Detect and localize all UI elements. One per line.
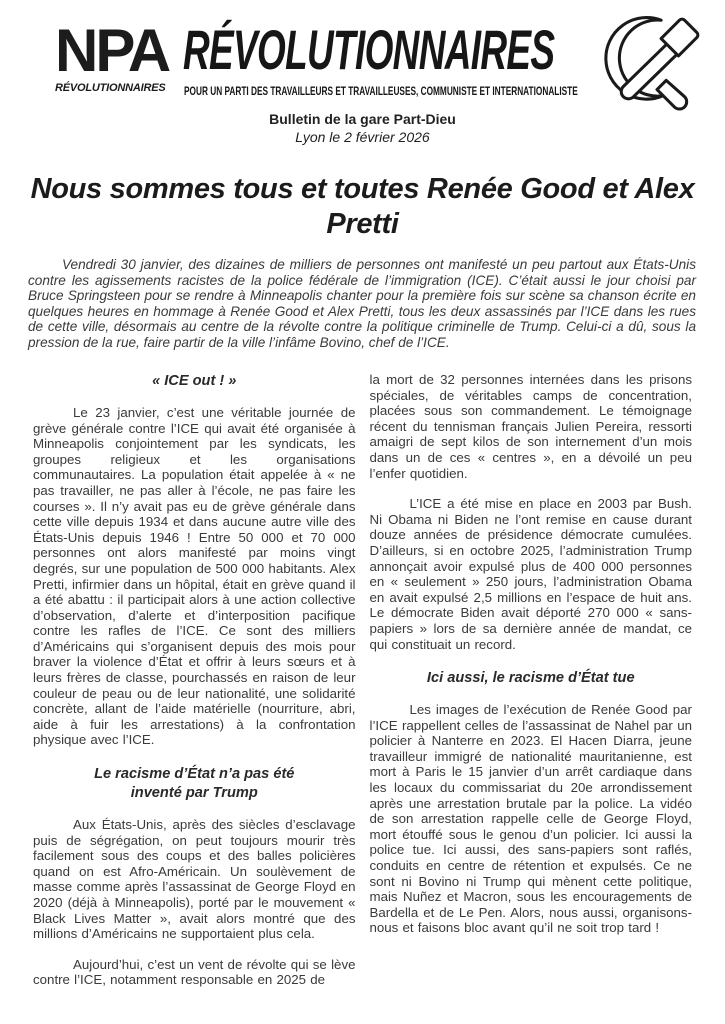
right-column bbox=[370, 372, 693, 988]
left-column bbox=[33, 372, 356, 988]
paragraph: Les images de l’exécution de Renée Good par l’ICE rappellent celles de l’assassinat de Nahel par un policier à Nanterre en 2023. El Hacen Diarra, jeune travailleur immigré de nationalité mauritanienne, est mort à Paris le 15 janvier d’un arrêt cardiaque dans les locaux du commissariat du 20e arrondissement après une arrestation brutale par la police. La vidéo de son arrestation rappelle celle de George Floyd, mort étouffé sous le genou d’un policier. Ici aussi la police tue. Ici aussi, des sans-papiers sont raflés, conduits en centre de rétention et expulsés. Ce ne sont ni Bovino ni Trump qui mènent cette politique, mais Nuñez et Macron, sous les encouragements de Bardella et de Le Pen. Alors, nous aussi, organisons-nous et faisons bloc avant qu’il ne soit trop tard ! bbox=[369, 702, 692, 936]
npa-logo bbox=[55, 17, 180, 94]
headline: Nous sommes tous et toutes Renée Good et Alex Pretti bbox=[30, 173, 695, 240]
bulletin-title: Bulletin de la gare Part-Dieu bbox=[269, 111, 456, 127]
paragraph: Aujourd’hui, c’est un vent de révolte qui se lève contre l’ICE, notamment responsable en 2025 de bbox=[33, 956, 356, 988]
paragraph-continuation: la mort de 32 personnes internées dans les prisons spéciales, de véritables camps de concentration, placées sous son commandement. Le témoignage récent du tennisman français Julien Pereira, ressorti amaigri de sept kilos de son internement d’un mois dans un de ces « centres », en a dévoilé un peu l’enfer quotidien. bbox=[369, 372, 692, 481]
paragraph: Aux États-Unis, après des siècles d’esclavage puis de ségrégation, on peut toujours mourir très facilement sous des coups et des balles policières quand on est Afro-Américain. Un soulèvement de masse comme après l’assassinat de George Floyd en 2020 (déjà à Minneapolis), porté par le mouvement « Black Lives Matter », avait alors montré que des millions d’Américains ne supportaient plus cela. bbox=[33, 816, 356, 942]
hammer-and-sickle-svg bbox=[597, 10, 715, 112]
section-heading-ice-out: « ICE out ! » bbox=[152, 373, 237, 389]
masthead-title: RÉVOLUTIONNAIRES bbox=[183, 18, 555, 81]
section-heading-racisme-etat: Le racisme d’État n’a pas été inventé par Trump bbox=[94, 766, 295, 801]
masthead-tagline: POUR UN PARTI DES TRAVAILLEURS ET TRAVAILLEUSES, COMMUNISTE ET INTERNATIONALISTE bbox=[184, 86, 578, 98]
intro-paragraph: Vendredi 30 janvier, des dizaines de milliers de personnes ont manifesté un peu partout aux États-Unis contre les agissements racistes de la police fédérale de l’immigration (ICE). C’était aussi le jour choisi par Bruce Springsteen pour se rendre à Minneapolis chanter pour la première fois sur scène sa chanson écrite en quelques heures en hommage à Renée Good et Alex Pretti, tous les deux assassinés par l’ICE dans les rues de cette ville, désormais au centre de la révolte contre la politique criminelle de Trump. Celui-ci a dû, sous la pression de la rue, faire partir de la ville l’infâme Bovino, chef de l’ICE. bbox=[28, 257, 696, 350]
bulletin-date: Lyon le 2 février 2026 bbox=[295, 129, 430, 145]
article-columns bbox=[33, 372, 692, 988]
npa-logo-subtitle: RÉVOLUTIONNAIRES bbox=[55, 82, 166, 94]
section-heading-ici-aussi: Ici aussi, le racisme d’État tue bbox=[426, 670, 635, 687]
npa-logo-acronym: NPA bbox=[55, 17, 169, 84]
paragraph: Le 23 janvier, c’est une véritable journée de grève générale contre l’ICE qui avait été organisée à Minneapolis conjointement par les syndicats, les groupes religieux et les organisations communautaires. La population était appelée à « ne pas travailler, ne pas aller à l’école, ne pas faire les courses ». Il n’y avait pas eu de grève générale dans cette ville depuis 1934 et dans aucune autre ville des États-Unis depuis 1946 ! Entre 50 000 et 70 000 personnes ont alors manifesté par moins vingt degrés, sur une population de 500 000 habitants. Alex Pretti, infirmier dans un hôpital, était en grève quand il a été abattu : il participait alors à une action collective d’observation, d’alerte et d’interposition pacifique contre les rafles de l’ICE. Ce sont des milliers d’Américains qui s’organisent depuis des mois pour braver la violence d’État et offrir à leurs sœurs et à leurs frères de classe, pourchassés en raison de leur couleur de peau ou de leur nationalité, une solidarité concrète, allant de l’aide matérielle (nourriture, abri, aide à fuir les arrestations) à la confrontation physique avec l’ICE. bbox=[33, 404, 356, 748]
paragraph: L’ICE a été mise en place en 2003 par Bush. Ni Obama ni Biden ne l’ont remise en cause durant douze années de présidence démocrate cumulées. D’ailleurs, si en octobre 2025, l’administration Trump annonçait avoir expulsé plus de 400 000 personnes en « seulement » 250 jours, l’administration Obama en avait expulsé 2,5 millions en l’espace de huit ans. Le démocrate Biden avait déporté 270 000 « sans-papiers » lors de sa dernière année de mandat, ce qui constituait un record. bbox=[369, 496, 692, 652]
hammer-and-sickle-icon bbox=[597, 10, 715, 112]
